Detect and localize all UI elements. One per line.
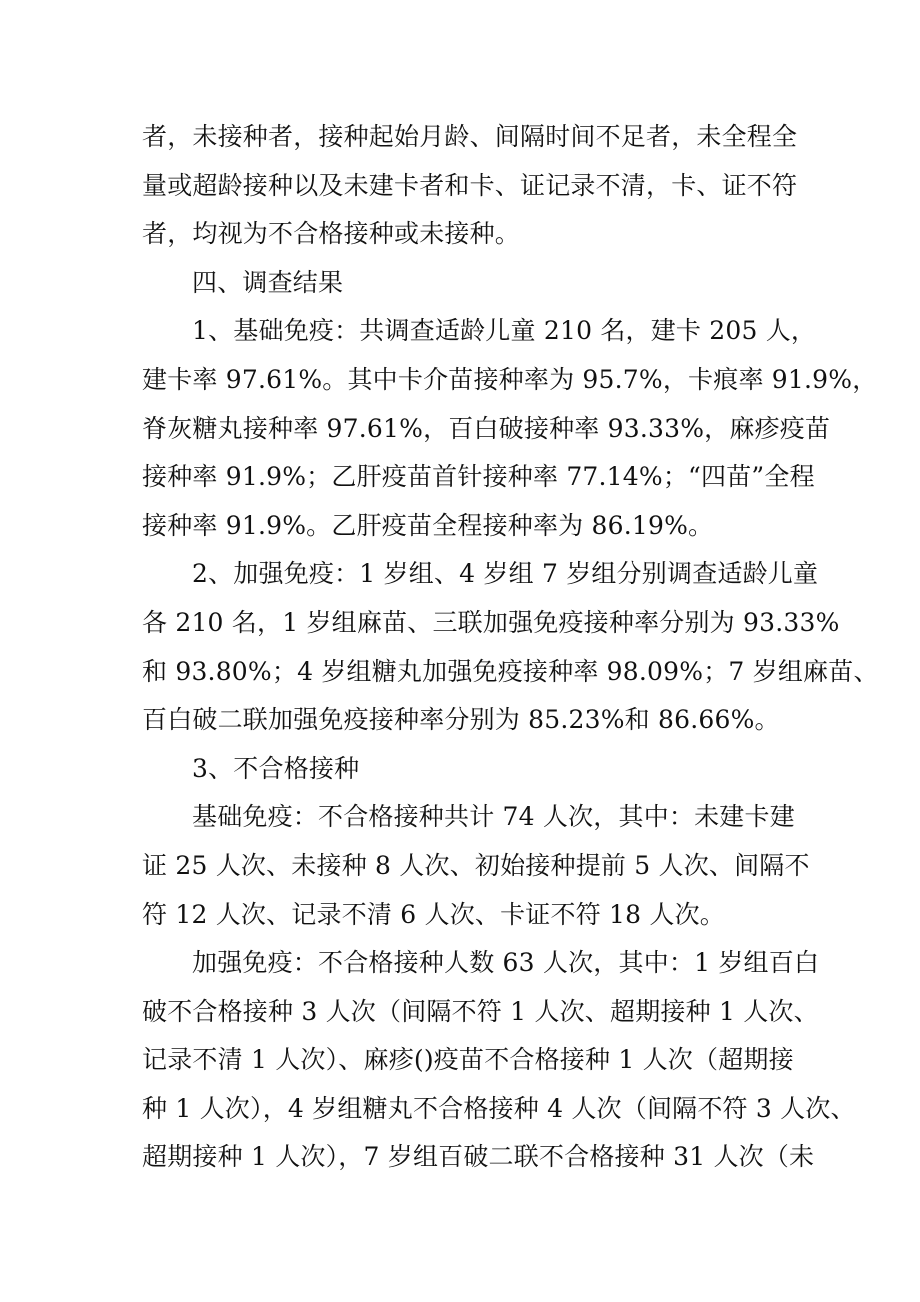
text-line: 3、不合格接种 bbox=[192, 753, 360, 783]
text-line: 和 93.80%；4 岁组糖丸加强免疫接种率 98.09%；7 岁组麻苗、 bbox=[142, 656, 879, 686]
text-line: 破不合格接种 3 人次（间隔不符 1 人次、超期接种 1 人次、 bbox=[142, 996, 819, 1026]
text-line: 1、基础免疫：共调查适龄儿童 210 名，建卡 205 人， bbox=[192, 316, 817, 346]
text-line: 基础免疫：不合格接种共计 74 人次，其中：未建卡建 bbox=[192, 802, 795, 832]
text-line: 者，均视为不合格接种或未接种。 bbox=[142, 219, 521, 249]
paragraph-booster-immunization bbox=[142, 550, 879, 744]
text-line: 量或超龄接种以及未建卡者和卡、证记录不清，卡、证不符 bbox=[142, 170, 798, 200]
text-line: 四、调查结果 bbox=[192, 267, 344, 297]
text-line: 接种率 91.9%；乙肝疫苗首针接种率 77.14%；“四苗”全程 bbox=[142, 462, 815, 492]
paragraph-criteria-continued bbox=[142, 113, 798, 259]
paragraph-basic-unqualified bbox=[142, 793, 810, 939]
document-body bbox=[142, 113, 879, 1182]
section-heading-unqualified bbox=[142, 745, 782, 794]
text-line: 种 1 人次），4 岁组糖丸不合格接种 4 人次（间隔不符 3 人次、 bbox=[142, 1093, 856, 1123]
text-line: 者，未接种者，接种起始月龄、间隔时间不足者，未全程全 bbox=[142, 122, 798, 151]
section-heading-survey-results bbox=[142, 259, 782, 308]
text-line: 百白破二联加强免疫接种率分别为 85.23%和 86.66%。 bbox=[142, 705, 780, 735]
text-line: 接种率 91.9%。乙肝疫苗全程接种率为 86.19%。 bbox=[142, 510, 714, 540]
text-line: 建卡率 97.61%。其中卡介苗接种率为 95.7%，卡痕率 91.9%， bbox=[142, 364, 878, 394]
text-line: 各 210 名，1 岁组麻苗、三联加强免疫接种率分别为 93.33% bbox=[142, 607, 840, 637]
text-line: 2、加强免疫：1 岁组、4 岁组 7 岁组分别调查适龄儿童 bbox=[192, 559, 819, 589]
text-line: 证 25 人次、未接种 8 人次、初始接种提前 5 人次、间隔不 bbox=[142, 850, 810, 880]
paragraph-basic-immunization bbox=[142, 307, 878, 550]
text-line: 加强免疫：不合格接种人数 63 人次，其中：1 岁组百白 bbox=[192, 948, 820, 978]
text-line: 符 12 人次、记录不清 6 人次、卡证不符 18 人次。 bbox=[142, 899, 726, 929]
text-line: 超期接种 1 人次），7 岁组百破二联不合格接种 31 人次（未 bbox=[142, 1142, 815, 1172]
text-line: 脊灰糖丸接种率 97.61%，百白破接种率 93.33%，麻疹疫苗 bbox=[142, 413, 831, 443]
paragraph-booster-unqualified bbox=[142, 939, 856, 1182]
text-line: 记录不清 1 人次）、麻疹()疫苗不合格接种 1 人次（超期接 bbox=[142, 1045, 794, 1075]
